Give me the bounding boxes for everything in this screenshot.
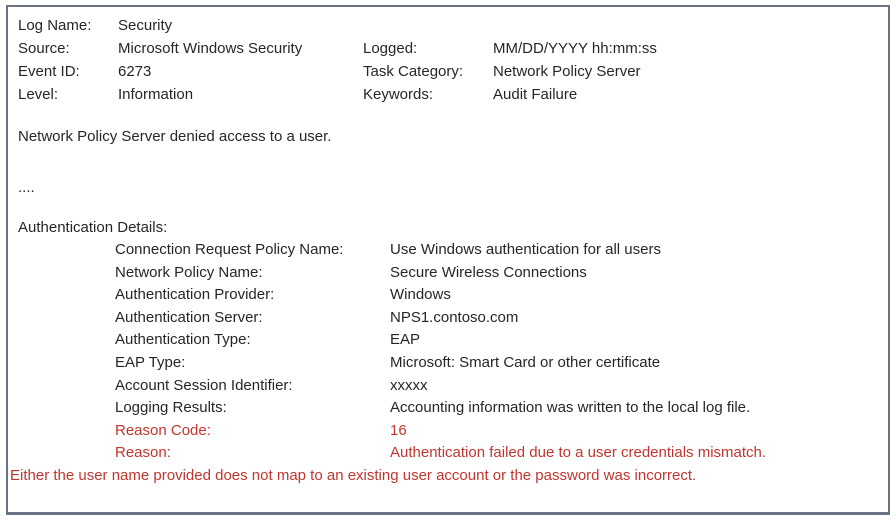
detail-value: Authentication failed due to a user credentials mismatch. <box>390 444 767 462</box>
detail-row-reason <box>18 442 880 465</box>
field-value-event-id: 6273 <box>118 63 152 80</box>
detail-row <box>18 284 880 307</box>
detail-label: Authentication Type: <box>115 331 251 349</box>
detail-row-reason-code <box>18 420 880 443</box>
detail-label: Network Policy Name: <box>115 263 263 281</box>
detail-label: Reason: <box>115 444 171 462</box>
detail-label: Authentication Server: <box>115 308 263 326</box>
truncation-ellipsis: .... <box>18 179 35 196</box>
detail-label: Reason Code: <box>115 421 211 439</box>
field-value-source: Microsoft Windows Security <box>118 40 303 57</box>
detail-row <box>18 375 880 398</box>
field-label-level: Level: <box>18 86 59 103</box>
detail-value: Secure Wireless Connections <box>390 263 587 281</box>
detail-value: EAP <box>390 331 421 349</box>
event-header-row <box>18 14 880 37</box>
field-value-keywords: Audit Failure <box>493 86 578 103</box>
field-label-task-category: Task Category: <box>363 63 464 80</box>
field-value-log-name: Security <box>118 17 173 34</box>
field-label-log-name: Log Name: <box>18 17 92 34</box>
detail-label: Logging Results: <box>115 399 227 417</box>
reason-explanation: Either the user name provided does not map to an existing user account or the password was incorrect. <box>10 466 697 484</box>
event-description: Network Policy Server denied access to a user. <box>18 128 332 145</box>
field-label-keywords: Keywords: <box>363 86 434 103</box>
field-label-logged: Logged: <box>363 40 418 57</box>
detail-row <box>18 397 880 420</box>
detail-value: Windows <box>390 286 451 304</box>
field-label-source: Source: <box>18 40 70 57</box>
detail-value: Use Windows authentication for all users <box>390 241 661 258</box>
event-header-row <box>18 60 880 83</box>
detail-row <box>18 307 880 330</box>
field-label-event-id: Event ID: <box>18 63 80 80</box>
event-header-row <box>18 37 880 60</box>
field-value-logged: MM/DD/YYYY hh:mm:ss <box>493 40 657 57</box>
field-value-level: Information <box>118 86 194 103</box>
detail-label: Authentication Provider: <box>115 286 275 304</box>
detail-value: Accounting information was written to the local log file. <box>390 399 751 417</box>
event-header <box>18 14 880 106</box>
event-header-row <box>18 83 880 106</box>
detail-row <box>18 262 880 285</box>
detail-label: EAP Type: <box>115 353 186 371</box>
detail-row <box>18 329 880 352</box>
event-record-panel <box>6 5 890 515</box>
field-value-task-category: Network Policy Server <box>493 63 641 80</box>
detail-value: NPS1.contoso.com <box>390 308 519 326</box>
authentication-details-heading: Authentication Details: <box>18 219 168 236</box>
authentication-details-list <box>18 239 880 465</box>
detail-value: xxxxx <box>390 376 428 394</box>
detail-label: Connection Request Policy Name: <box>115 241 344 258</box>
detail-label: Account Session Identifier: <box>115 376 293 394</box>
detail-value: 16 <box>390 421 407 439</box>
detail-value: Microsoft: Smart Card or other certificate <box>390 353 661 371</box>
detail-row <box>18 239 880 262</box>
detail-row <box>18 352 880 375</box>
